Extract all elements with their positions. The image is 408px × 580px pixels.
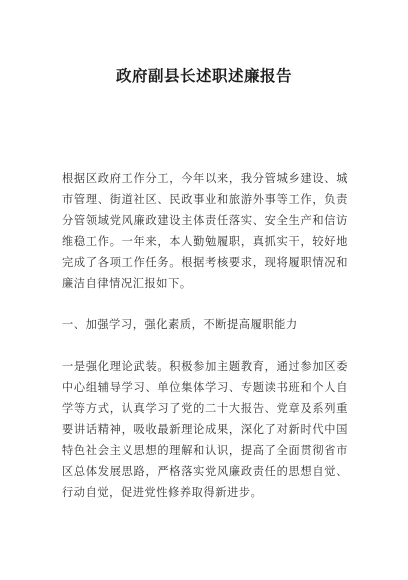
section-heading: 一、加强学习，强化素质，不断提高履职能力 <box>62 318 298 331</box>
intro-paragraph: 根据区政府工作分工，今年以来，我分管城乡建设、城市管理、街道社区、民政事业和旅游外事等工作，负责分管领域党风廉政建设主体责任落实、安全生产和信访维稳工作。一年来，本人勤勉履职，真抓实干，较好地完成了各项工作任务。根据考核要求，现将履职情况和廉洁自律情况汇报如下。 <box>62 172 348 290</box>
document-title: 政府副县长述职述廉报告 <box>115 66 292 85</box>
body-paragraph: 一是强化理论武装。积极参加主题教育，通过参加区委中心组辅导学习、单位集体学习、专题读书班和个人自学等方式，认真学习了党的二十大报告、党章及系列重要讲话精神，吸收最新理论成果，深化了对新时代中国特色社会主义思想的理解和认识，提高了全面贯彻省市区总体发展思路，严格落实党风廉政责任的思想自觉、行动自觉，促进党性修养取得新进步。 <box>62 360 348 499</box>
